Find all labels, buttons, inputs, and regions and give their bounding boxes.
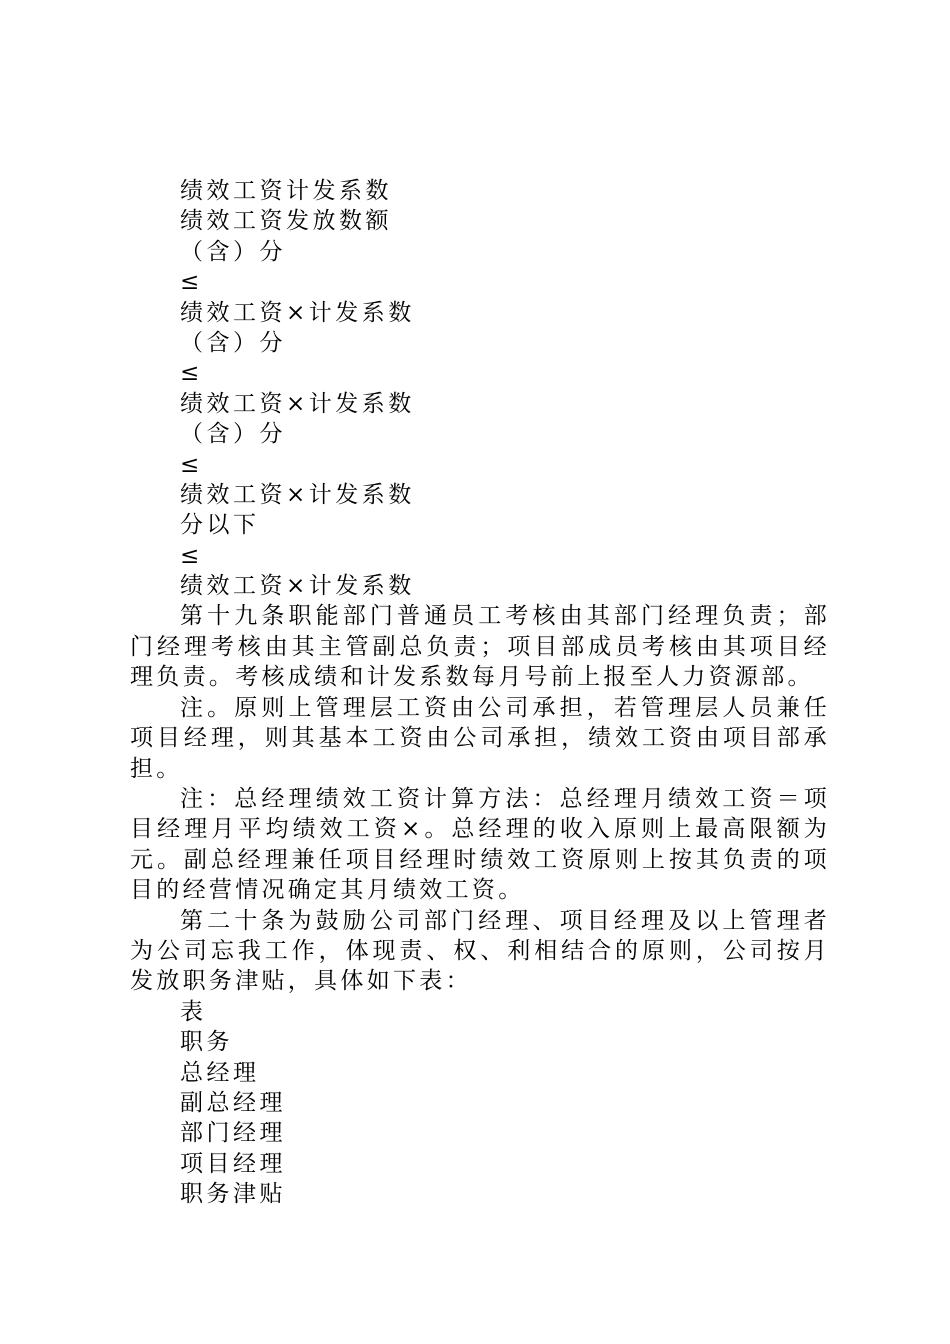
table-cell: 部门经理 xyxy=(180,1120,286,1147)
text-line: （含）分 xyxy=(180,421,286,448)
text-line: ≤ xyxy=(180,269,203,296)
text-line: ≤ xyxy=(180,542,203,569)
text-line: 绩效工资×计发系数 xyxy=(180,481,415,508)
text-line: 绩效工资×计发系数 xyxy=(180,299,415,326)
table-header-allowance: 职务津贴 xyxy=(180,1181,286,1208)
text-line: ≤ xyxy=(180,451,203,478)
note-2-paragraph: 注：总经理绩效工资计算方法：总经理月绩效工资＝项目经理月平均绩效工资×。总经理的收入原则上最高限额为元。副总经理兼任项目经理时绩效工资原则上按其负责的项目的经营情况确定其月绩效工资。 xyxy=(130,785,830,904)
table-cell: 项目经理 xyxy=(180,1150,286,1177)
document-body xyxy=(130,176,830,1209)
article-19-paragraph: 第十九条职能部门普通员工考核由其部门经理负责；部门经理考核由其主管副总负责；项目部成员考核由其项目经理负责。考核成绩和计发系数每月号前上报至人力资源部。 xyxy=(130,603,830,691)
text-line: 分以下 xyxy=(180,512,260,539)
text-line: （含）分 xyxy=(180,329,286,356)
text-line: （含）分 xyxy=(180,238,286,265)
text-line: 绩效工资×计发系数 xyxy=(180,390,415,417)
text-line: 绩效工资计发系数 xyxy=(180,178,392,204)
table-cell: 总经理 xyxy=(180,1059,260,1086)
table-header-position: 职务 xyxy=(180,1029,233,1056)
article-20-paragraph: 第二十条为鼓励公司部门经理、项目经理及以上管理者为公司忘我工作，体现责、权、利相结合的原则，公司按月发放职务津贴，具体如下表： xyxy=(130,907,830,995)
note-1-paragraph: 注。原则上管理层工资由公司承担，若管理层人员兼任项目经理，则其基本工资由公司承担，绩效工资由项目部承担。 xyxy=(130,694,830,782)
text-line: ≤ xyxy=(180,360,203,387)
text-line: 绩效工资发放数额 xyxy=(180,208,392,235)
table-cell: 副总经理 xyxy=(180,1089,286,1116)
table-label: 表 xyxy=(180,998,207,1025)
text-line: 绩效工资×计发系数 xyxy=(180,573,415,600)
